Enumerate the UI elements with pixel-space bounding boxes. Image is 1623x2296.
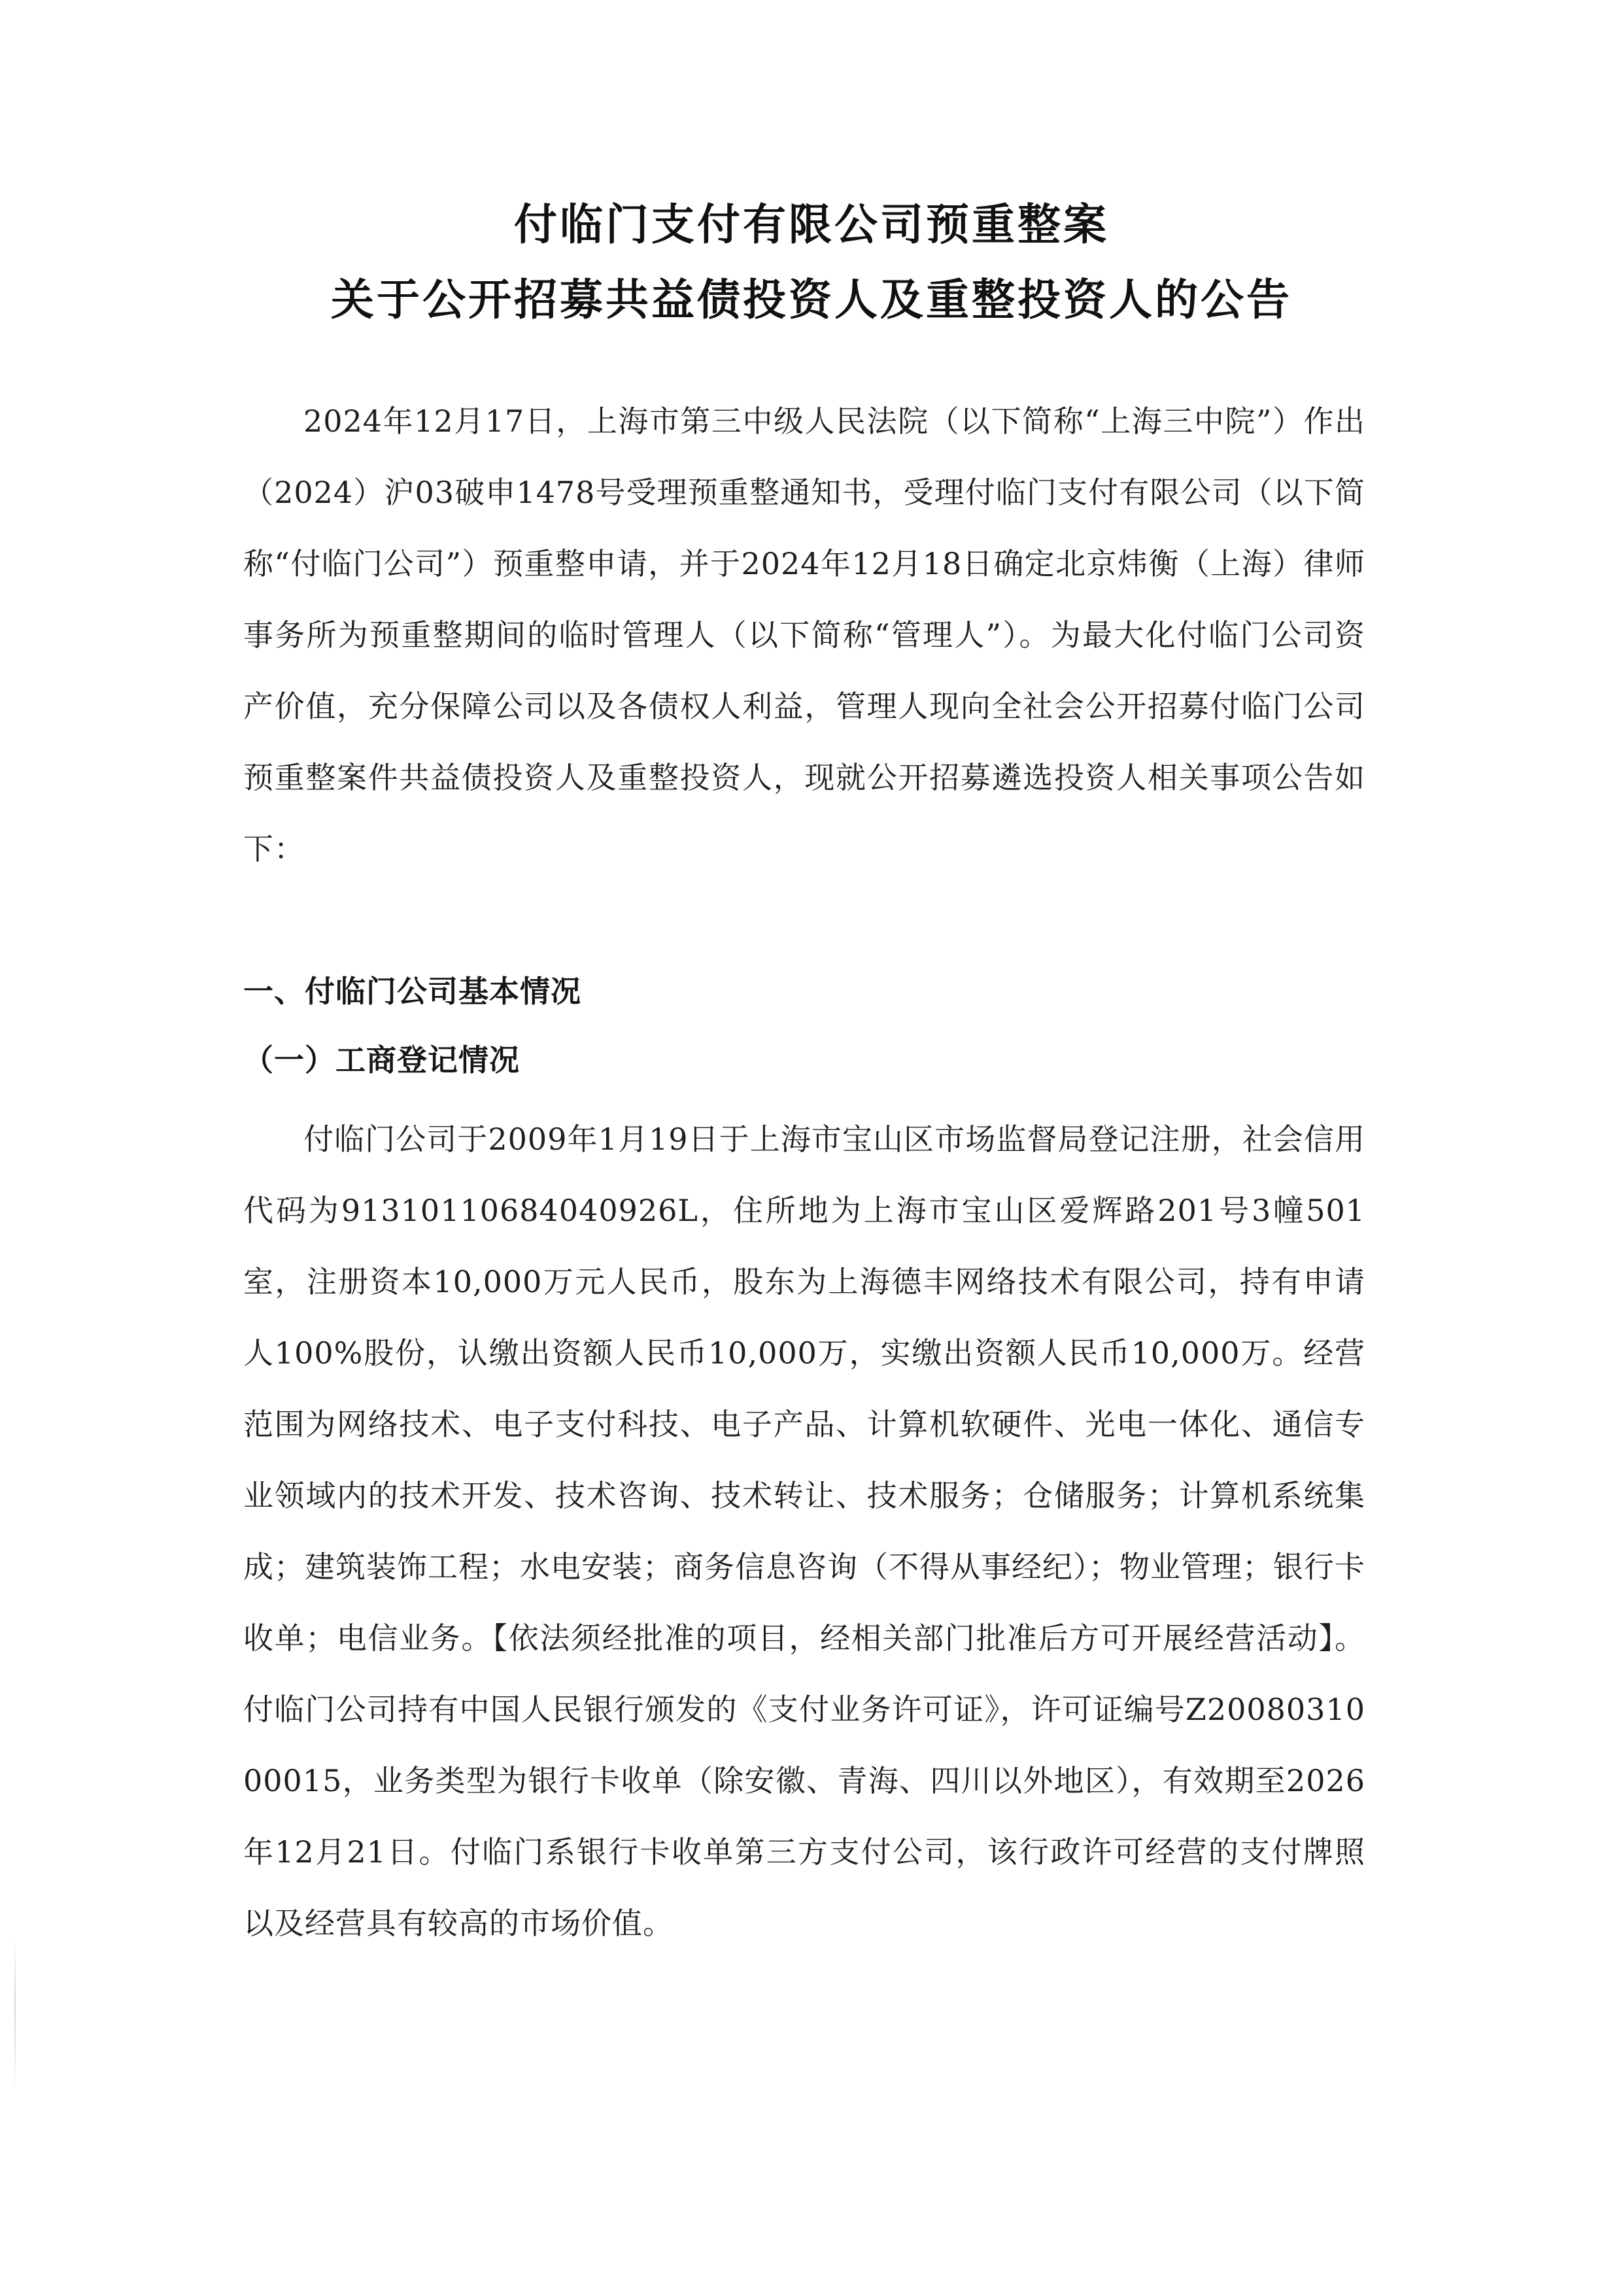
registration-paragraph: 付临门公司于2009年1月19日于上海市宝山区市场监督局登记注册，社会信用代码为91310110684040926L，住所地为上海市宝山区爱辉路201号3幢501室，注册资本10,000万元人民币，股东为上海德丰网络技术有限公司，持有申请人100%股份，认缴出资额人民币10,000万，实缴出资额人民币10,000万。经营范围为网络技术、电子支付科技、电子产品、计算机软硬件、光电一体化、通信专业领域内的技术开发、技术咨询、技术转让、技术服务；仓储服务；计算机系统集成；建筑装饰工程；水电安装；商务信息咨询（不得从事经纪）；物业管理；银行卡收单；电信业务。【依法须经批准的项目，经相关部门批准后方可开展经营活动】。付临门公司持有中国人民银行颁发的《支付业务许可证》，许可证编号Z2008031000015，业务类型为银行卡收单（除安徽、青海、四川以外地区），有效期至2026年12月21日。付临门系银行卡收单第三方支付公司，该行政许可经营的支付牌照以及经营具有较高的市场价值。 <box>243 1122 1365 1941</box>
subsection-heading-registration: （一）工商登记情况 <box>243 1042 520 1078</box>
intro-paragraph: 2024年12月17日，上海市第三中级人民法院（以下简称“上海三中院”）作出（2024）沪03破申1478号受理预重整通知书，受理付临门支付有限公司（以下简称“付临门公司”）预重整申请，并于2024年12月18日确定北京炜衡（上海）律师事务所为预重整期间的临时管理人（以下简称“管理人”）。为最大化付临门公司资产价值，充分保障公司以及各债权人利益，管理人现向全社会公开招募付临门公司预重整案件共益债投资人及重整投资人，现就公开招募遴选投资人相关事项公告如下： <box>243 403 1365 866</box>
section-heading-company-basics: 一、付临门公司基本情况 <box>243 974 581 1009</box>
document-title-line-2: 关于公开招募共益债投资人及重整投资人的公告 <box>331 275 1292 325</box>
document-title-line-1: 付临门支付有限公司预重整案 <box>514 199 1109 250</box>
scan-edge-mark <box>14 1936 16 2093</box>
